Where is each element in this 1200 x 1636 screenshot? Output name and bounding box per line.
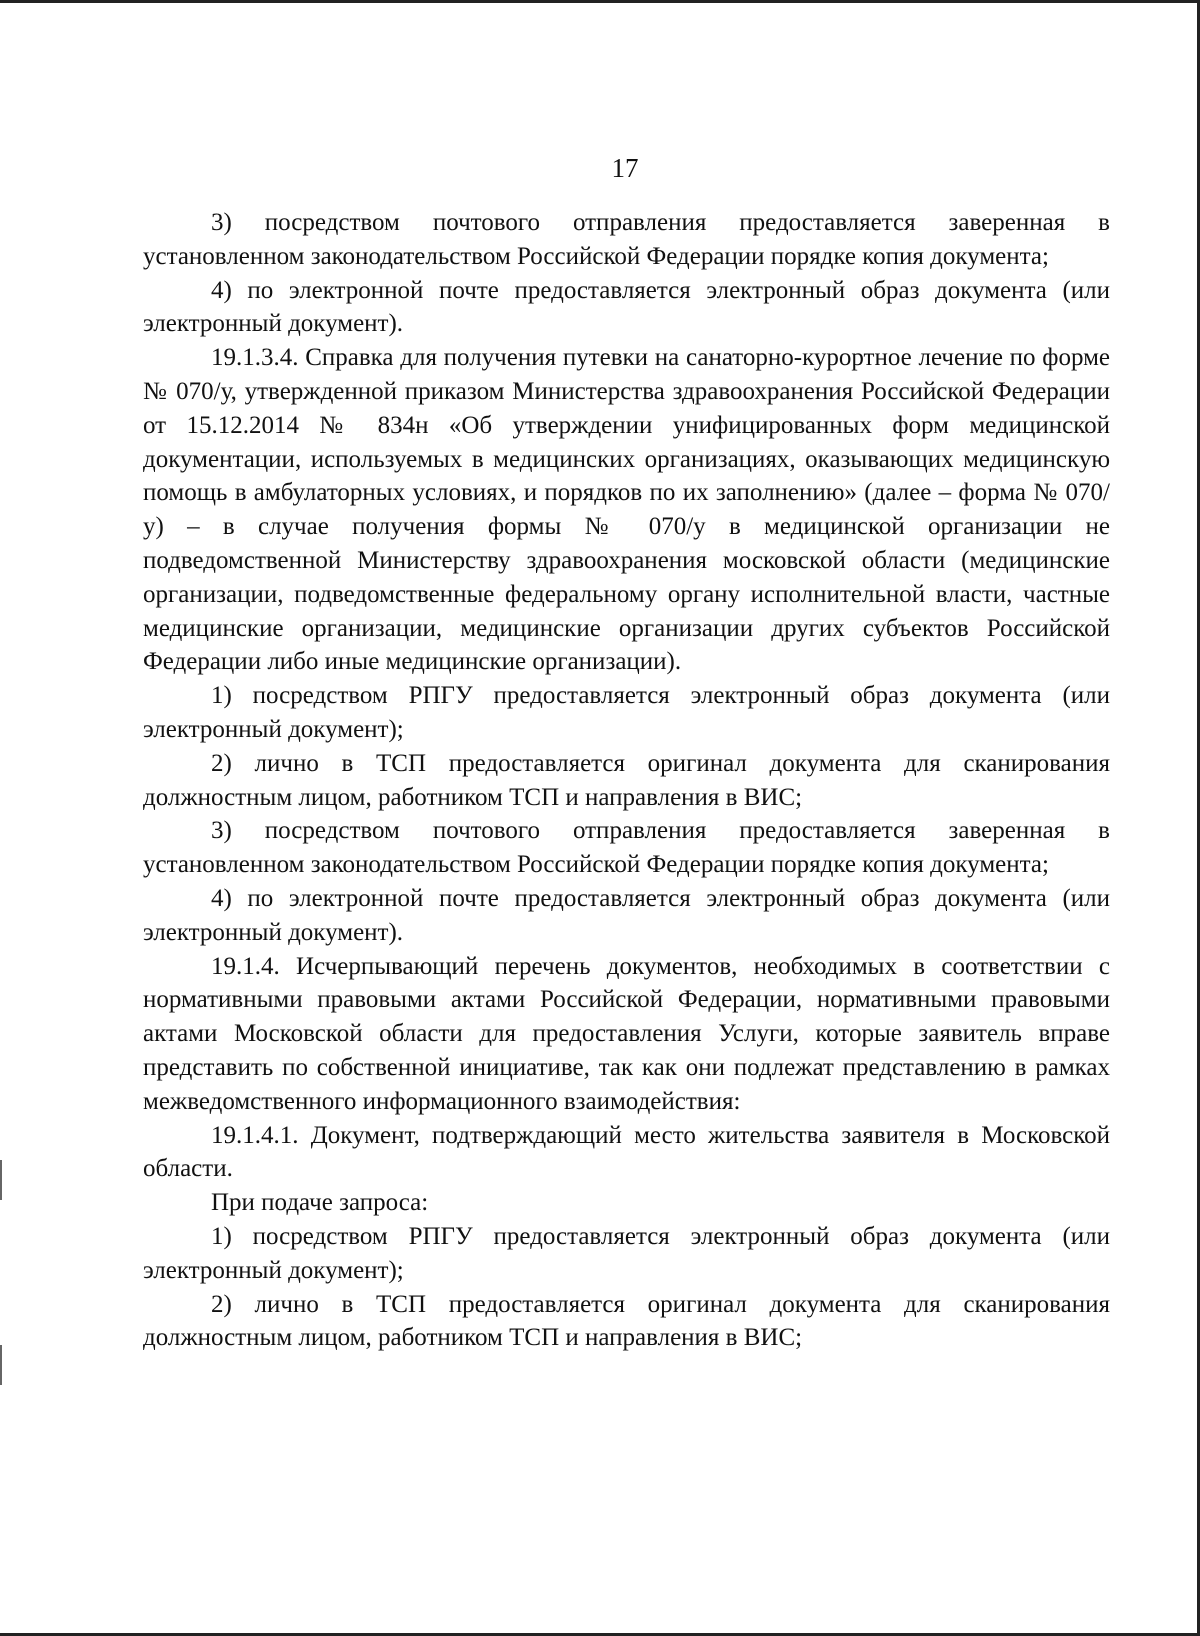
paragraph: 19.1.4. Исчерпывающий перечень документов, необходимых в соответствии с нормативными правовыми актами Российской Федерации, нормативными правовыми актами Московской области для предоставления Услуги, которые заявитель вправе представить по собственной инициативе, так как они подлежат представлению в рамках межведомственного информационного взаимодействия:	[143, 952, 1110, 1115]
paragraph: 4) по электронной почте предоставляется электронный образ документа (или электронный документ).	[143, 884, 1110, 946]
page-top-edge	[0, 0, 1200, 3]
paragraph: 3) посредством почтового отправления предоставляется заверенная в установленном законодательством Российской Федерации порядке копия документа;	[143, 817, 1110, 879]
paragraph: 2) лично в ТСП предоставляется оригинал документа для сканирования должностным лицом, работником ТСП и направления в ВИС;	[143, 749, 1110, 811]
page-number: 17	[611, 153, 639, 183]
document-body	[143, 206, 1110, 1355]
scan-margin-mark	[0, 1160, 2, 1200]
paragraph: При подаче запроса:	[211, 1189, 429, 1217]
scan-margin-mark	[0, 1345, 2, 1385]
paragraph: 19.1.3.4. Справка для получения путевки на санаторно-курортное лечение по форме № 070/у, утвержденной приказом Министерства здравоохранения Российской Федерации от 15.12.2014 № 834н «Об утверждении унифицированных форм медицинской документации, используемых в медицинских организациях, оказывающих медицинскую помощь в амбулаторных условиях, и порядков по их заполнению» (далее – форма № 070/у) – в случае получения формы № 070/у в медицинской организации не подведомственной Министерству здравоохранения московской области (медицинские организации, подведомственные федеральному органу исполнительной власти, частные медицинские организации, медицинские организации других субъектов Российской Федерации либо иные медицинские организации).	[143, 344, 1110, 676]
paragraph: 1) посредством РПГУ предоставляется электронный образ документа (или электронный документ);	[143, 682, 1110, 743]
paragraph: 19.1.4.1. Документ, подтверждающий место жительства заявителя в Московской области.	[143, 1121, 1110, 1183]
paragraph: 2) лично в ТСП предоставляется оригинал документа для сканирования должностным лицом, работником ТСП и направления в ВИС;	[143, 1290, 1110, 1352]
paragraph: 3) посредством почтового отправления предоставляется заверенная в установленном законодательством Российской Федерации порядке копия документа;	[143, 209, 1110, 270]
paragraph: 4) по электронной почте предоставляется электронный образ документа (или электронный документ).	[143, 276, 1110, 338]
paragraph: 1) посредством РПГУ предоставляется электронный образ документа (или электронный документ);	[143, 1222, 1110, 1284]
